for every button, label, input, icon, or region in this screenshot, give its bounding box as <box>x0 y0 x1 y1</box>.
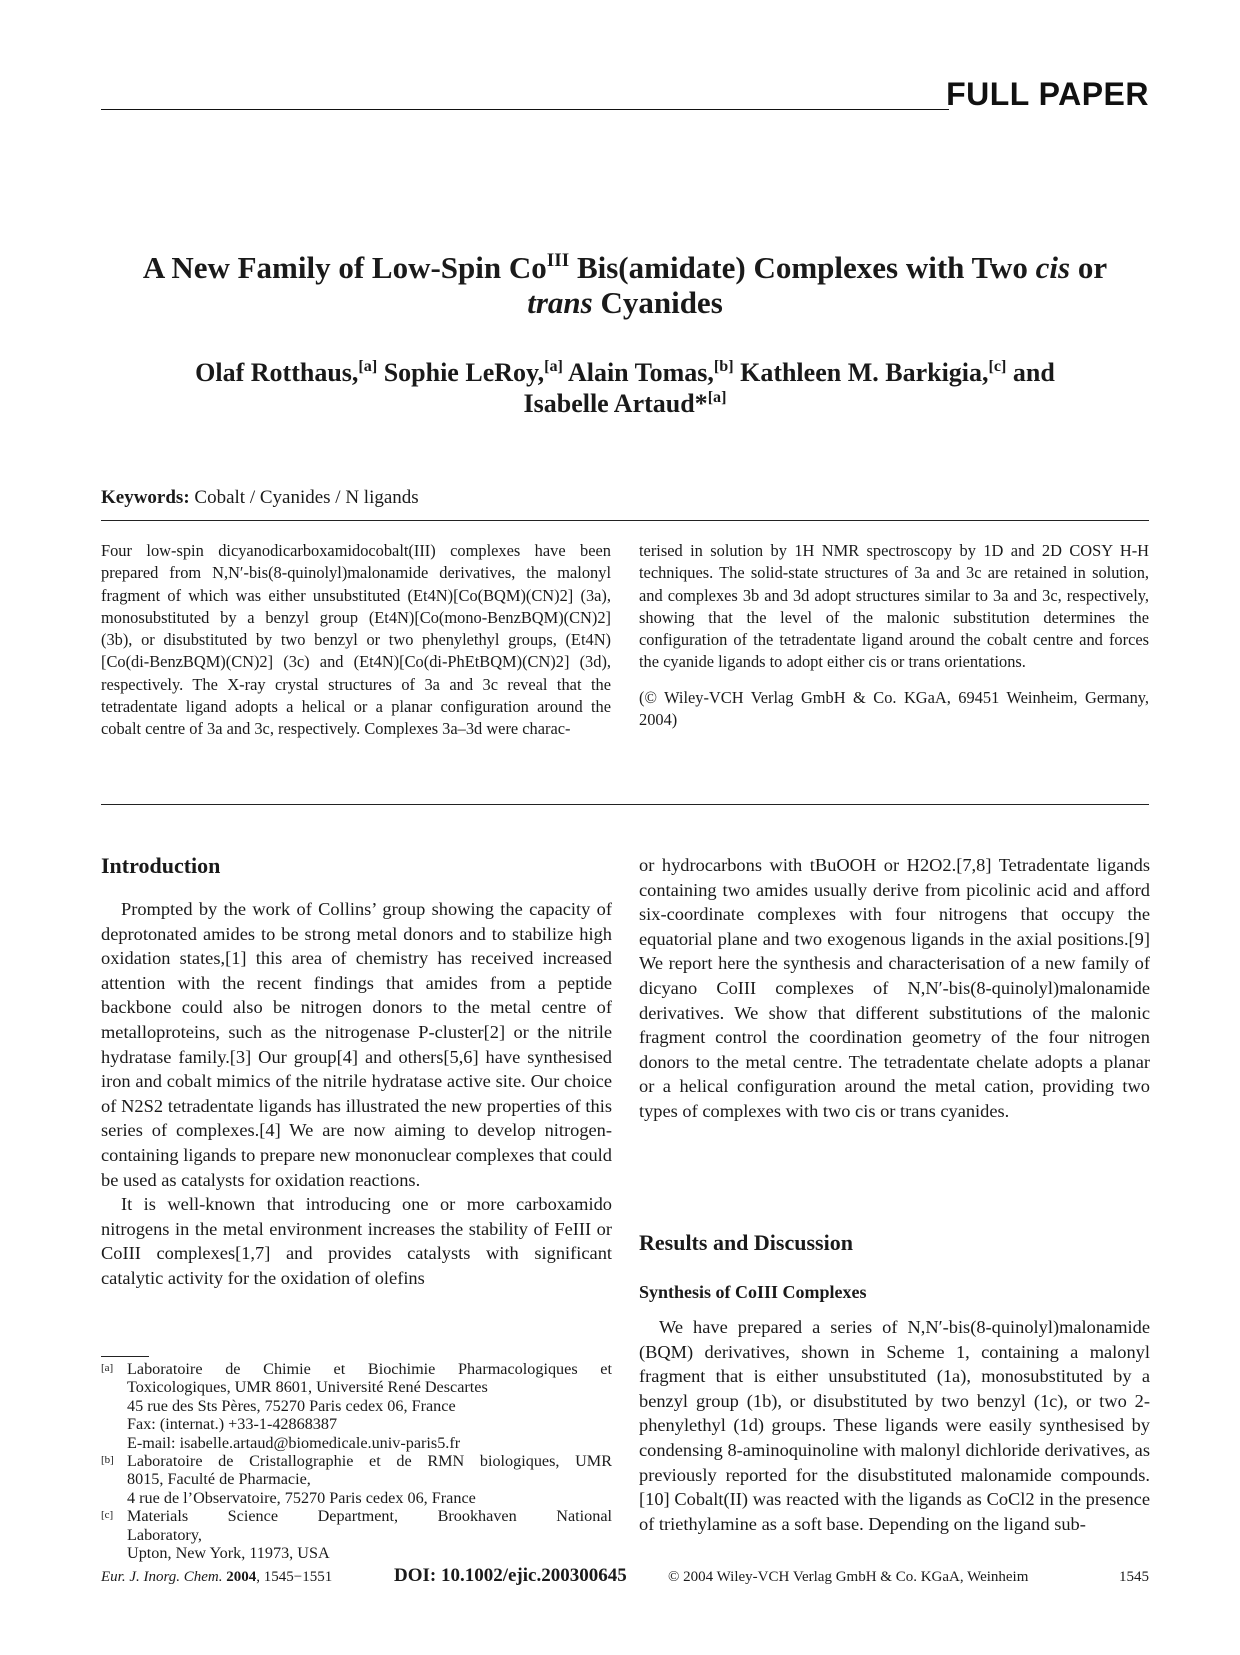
intro-paragraph: Prompted by the work of Collins’ group showing the capacity of deprotonated amides to be strong metal donors and to stabilize high oxidation states,[1] this area of chemistry has received increased attention with the recent findings that amides from a peptide backbone could also be nitrogen donors to the metal centre of metalloproteins, such as the nitrogenase P-cluster[2] or the nitrile hydratase family.[3] Our group[4] and others[5,6] have synthesised iron and cobalt mimics of the nitrile hydratase active site. Our choice of N2S2 tetradentate ligands has illustrated the new properties of this series of complexes.[4] We are now aiming to develop nitrogen-containing ligands to prepare new mononuclear complexes that could be used as catalysts for oxidation reactions. <box>101 899 612 1190</box>
footnote-a: [a] Laboratoire de Chimie et Biochimie Pharmacologiques et Toxicologiques, UMR 8601, Université René Descartes 45 rue des Sts Pères, 75270 Paris cedex 06, France Fax: (internat.) +33-1-42868387 E-mail: isabelle.artaud@biomedicale.univ-paris5.fr <box>101 1360 612 1452</box>
abstract-text-left: Four low-spin dicyanodicarboxamidocobalt(III) complexes have been prepared from N,N′-bis(8-quinolyl)malonamide derivatives, the malonyl fragment of which was either unsubstituted (Et4N)[Co(BQM)(CN)2] (3a), monosubstituted by a benzyl group (Et4N)[Co(mono-BenzBQM)(CN)2] (3b), or disubstituted by two benzyl or two phenylethyl groups, (Et4N)[Co(di-BenzBQM)(CN)2] (3c) and (Et4N)[Co(di-PhEtBQM)(CN)2] (3d), respectively. The X-ray crystal structures of 3a and 3c reveal that the tetradentate ligand adopts a helical or a planar configuration around the cobalt centre of 3a and 3c, respectively. Complexes 3a–3d were charac- <box>101 541 611 739</box>
synthesis-body <box>639 1315 1150 1536</box>
footnote-b: [b] Laboratoire de Cristallographie et de RMN biologiques, UMR 8015, Faculté de Pharmacie, 4 rue de l’Observatoire, 75270 Paris cedex 06, France <box>101 1452 612 1507</box>
abstract-copyright: (© Wiley-VCH Verlag GmbH & Co. KGaA, 69451 Weinheim, Germany, 2004) <box>639 687 1149 730</box>
results-heading: Results and Discussion <box>639 1230 853 1255</box>
results-paragraph: We have prepared a series of N,N′-bis(8-quinolyl)malonamide (BQM) derivatives, shown in Scheme 1, containing a malonyl fragment that is either unsubstituted (1a), monosubstituted by a benzyl group (1b), or disubstituted by two benzyl (1c), or two 2-phenylethyl (1d) groups. These ligands were easily synthesised by condensing 8-aminoquinoline with malonyl dichloride derivatives, as previously reported for the disubstituted malonamide compounds.[10] Cobalt(II) was reacted with the ligands as CoCl2 in the presence of triethylamine as a soft base. Depending on the ligand sub- <box>639 1317 1150 1534</box>
abstract-bottom-rule <box>101 804 1149 805</box>
intro-paragraph: or hydrocarbons with tBuOOH or H2O2.[7,8] Tetradentate ligands containing two amides usually derive from picolinic acid and afford six-coordinate complexes with four nitrogens that occupy the equatorial plane and two exogenous ligands in the axial positions.[9] We report here the synthesis and characterisation of a new family of dicyano CoIII complexes of N,N′-bis(8-quinolyl)malonamide derivatives. We show that different substitutions of the malonic fragment control the coordination geometry of the four nitrogen donors to the metal centre. The tetradentate chelate adopts a planar or a helical configuration around the metal cation, providing two types of complexes with two cis or trans cyanides. <box>639 855 1150 1121</box>
introduction-body <box>101 897 612 1291</box>
abstract-top-rule <box>101 520 1149 521</box>
abstract-left-column <box>101 540 611 741</box>
page-footer <box>101 1565 1149 1591</box>
footnote-c: [c] Materials Science Department, Brookhaven National Laboratory, Upton, New York, 11973, USA <box>101 1507 612 1563</box>
footer-copyright: © 2004 Wiley-VCH Verlag GmbH & Co. KGaA, Weinheim <box>668 1569 1029 1585</box>
affiliation-footnotes <box>101 1360 612 1562</box>
intro-paragraph: It is well-known that introducing one or more carboxamido nitrogens in the metal environment increases the stability of FeIII or CoIII complexes[1,7] and provides catalysts with significant catalytic activity for the oxidation of olefins <box>101 1194 612 1288</box>
article-title: A New Family of Low-Spin $Co^{III}$ Bis(amidate) Complexes with Two cis or trans Cyanides <box>142 250 1108 320</box>
header-rule <box>101 109 949 110</box>
abstract-right-column <box>639 540 1149 731</box>
section-label: FULL PAPER <box>946 76 1149 112</box>
abstract-text-right: terised in solution by 1H NMR spectroscopy by 1D and 2D COSY H-H techniques. The solid-state structures of 3a and 3c are retained in solution, and complexes 3b and 3d adopt structures similar to 3a and 3c, respectively, showing that the level of the malonic substitution determines the configuration of the tetradentate ligand around the cobalt centre and forces the cyanide ligands to adopt either cis or trans orientations. <box>639 541 1149 672</box>
intro-continued <box>639 853 1150 1124</box>
page-number: 1545 <box>1119 1569 1149 1585</box>
journal-citation: Eur. J. Inorg. Chem. 2004, 1545−1551 <box>101 1569 333 1585</box>
keywords <box>101 487 419 509</box>
synthesis-subheading: Synthesis of CoIII Complexes <box>639 1282 867 1302</box>
keywords-value: Cobalt / Cyanides / N ligands <box>189 487 419 508</box>
doi: DOI: 10.1002/ejic.200300645 <box>394 1565 627 1586</box>
introduction-heading: Introduction <box>101 853 221 878</box>
keywords-label: Keywords: <box>101 487 190 508</box>
contact-email: E-mail: isabelle.artaud@biomedicale.univ-paris5.fr <box>127 1433 461 1452</box>
footnote-rule <box>101 1356 149 1357</box>
author-list: Olaf Rotthaus,[a] Sophie LeRoy,[a] Alain Tomas,[b] Kathleen M. Barkigia,[c] and Isabelle Artaud*[a] <box>195 358 1055 418</box>
